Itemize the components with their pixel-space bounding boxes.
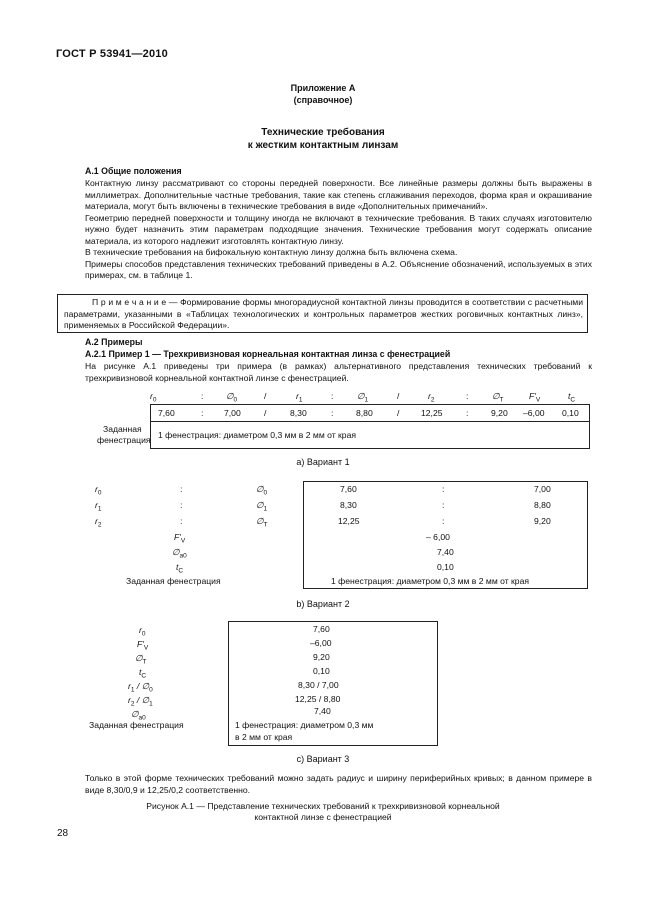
v3-tc-val: 0,10 <box>313 666 330 676</box>
paragraph: Контактную линзу рассматривают со стороны передней поверхности. Все линейные размеры должны быть выражены в миллиметрах. Дополнительные частные требования, такие как степень сглаживания переходов, форма края и окрашивание материала, могут быть включены в технические требования в виде «Дополнительных примечаний». <box>85 178 592 211</box>
v2-colon: : <box>442 484 445 494</box>
note-label: П р и м е ч а н и е <box>92 297 167 307</box>
v3-tc-label: $t_C$ <box>139 667 147 680</box>
v3-fv-val: –6,00 <box>310 638 332 648</box>
v1-h-d0: $\emptyset_0$ <box>226 391 238 404</box>
v3-da-val: 7,40 <box>314 706 331 716</box>
v3-r2-val: 12,25 / 8,80 <box>295 694 341 704</box>
v2-val: 7,60 <box>340 484 357 494</box>
v2-val: 12,25 <box>338 516 360 526</box>
v2-colon: : <box>442 516 445 526</box>
note-text: — Формирование формы многорадиусной контактной линзы проводится в соответствии с расчетными параметрами, указанными в «Таблицах технологических и контрольных параметров жестких роговичных контактных линз», применяемых в Российской Федерации». <box>64 297 583 330</box>
v2-colon: : <box>180 500 183 510</box>
paragraph: В технические требования на бифокальную контактную линзу должна быть включена схема. <box>85 247 458 257</box>
v3-caption: c) Вариант 3 <box>296 754 350 764</box>
paragraph: Только в этой форме технических требований можно задать радиус и ширину периферийных кривых; в данном примере в виде 8,30/0,9 и 12,25/0,2 соответственно. <box>85 773 592 795</box>
v1-val: 0,10 <box>562 408 579 418</box>
v2-r1: $r_1$ <box>95 500 102 513</box>
v1-caption: а) Вариант 1 <box>296 457 350 467</box>
page-number: 28 <box>57 828 69 839</box>
v2-fv-val: – 6,00 <box>426 532 450 542</box>
section-a1-heading: А.1 Общие положения <box>85 166 182 176</box>
v3-fv-label: $F'_V$ <box>137 639 149 652</box>
v2-caption: b) Вариант 2 <box>296 599 350 609</box>
v1-val: –6,00 <box>523 408 545 418</box>
v1-h-slash: / <box>397 391 400 401</box>
v1-val: / <box>397 408 400 418</box>
paragraph: Геометрию передней поверхности и толщину иногда не включают в технические требования. В таких случаях изготовителю нужно будет назначить этим параметрам подходящие значения. Технические требования могут содержать описание материала, из которого надлежит изготовлять контактную линзу. <box>85 212 592 246</box>
v1-fen-label: Заданная <box>103 424 142 434</box>
v2-val: 8,30 <box>340 500 357 510</box>
v3-da-label: $\emptyset_{a0}$ <box>131 709 146 722</box>
v2-r0: $r_0$ <box>95 484 102 497</box>
v1-h-slash: / <box>264 391 267 401</box>
v2-tc-label: $t_C$ <box>176 562 184 575</box>
v1-val: / <box>264 408 267 418</box>
v1-val: 8,30 <box>290 408 307 418</box>
v2-dt: $\emptyset_T$ <box>256 516 268 529</box>
v3-r0-val: 7,60 <box>313 624 330 634</box>
v3-fen-text: 1 фенестрация: диаметром 0,3 мм <box>235 720 374 730</box>
v2-da-label: $\emptyset_{a0}$ <box>172 547 187 560</box>
v2-tc-val: 0,10 <box>437 562 454 572</box>
v2-colon: : <box>180 484 183 494</box>
appendix-subtitle: (справочное) <box>293 95 353 105</box>
v1-val: 12,25 <box>421 408 443 418</box>
v2-val: 9,20 <box>534 516 551 526</box>
v1-h-d1: $\emptyset_1$ <box>357 391 369 404</box>
section-a21-heading: А.2.1 Пример 1 — Трехкривизновая корнеальная контактная линза с фенестрацией <box>85 349 451 359</box>
v1-val: : <box>201 408 204 418</box>
note-box <box>57 294 588 333</box>
v2-d1: $\emptyset_1$ <box>256 500 268 513</box>
v1-h-colon: : <box>466 391 469 401</box>
v3-r1-label: $r_1$ / $\emptyset_0$ <box>128 681 153 694</box>
v1-h-colon: : <box>201 391 204 401</box>
v1-val: : <box>466 408 469 418</box>
v1-val: 7,60 <box>158 408 175 418</box>
v1-h-r2: $r_2$ <box>428 391 435 404</box>
v1-h-colon: : <box>331 391 334 401</box>
v1-fen-label: фенестрация <box>97 435 151 445</box>
v1-h-r1: $r_1$ <box>296 391 303 404</box>
v1-divider <box>150 421 590 422</box>
doc-title-line2: к жестким контактным линзам <box>247 140 399 151</box>
v2-r2: $r_2$ <box>95 516 102 529</box>
v2-val: 8,80 <box>534 500 551 510</box>
v1-val: 7,00 <box>224 408 241 418</box>
v2-fen-text: 1 фенестрация: диаметром 0,3 мм в 2 мм от края <box>331 576 530 586</box>
v3-dt-label: $\emptyset_T$ <box>135 653 147 666</box>
paragraph: На рисунке А.1 приведены три примера (в рамках) альтернативного представления технических требований к трехкривизновой корнеальной контактной линзе с фенестрацией. <box>85 361 592 383</box>
v2-fv-label: $F'_V$ <box>174 532 186 545</box>
v3-fen-text: в 2 мм от края <box>235 732 293 742</box>
v1-h-fv: $F'_V$ <box>529 391 541 404</box>
v3-r1-val: 8,30 / 7,00 <box>298 680 339 690</box>
v3-fen-label: Заданная фенестрация <box>89 720 184 730</box>
v2-d0: $\emptyset_0$ <box>256 484 268 497</box>
v3-dt-val: 9,20 <box>313 652 330 662</box>
v1-val: 8,80 <box>356 408 373 418</box>
v2-val: 7,00 <box>534 484 551 494</box>
closing-paragraph <box>85 773 592 796</box>
v1-h-tc: $t_C$ <box>568 391 576 404</box>
section-a2-heading: А.2 Примеры <box>85 337 143 347</box>
standard-number: ГОСТ Р 53941—2010 <box>56 48 168 60</box>
v1-h-r0: $r_0$ <box>150 391 157 404</box>
figure-caption-line1: Рисунок А.1 — Представление технических требований к трехкривизновой корнеальной <box>146 801 500 811</box>
v2-colon: : <box>442 500 445 510</box>
v2-colon: : <box>180 516 183 526</box>
v2-da-val: 7,40 <box>437 547 454 557</box>
v2-fen-label: Заданная фенестрация <box>126 576 221 586</box>
v1-h-dt: $\emptyset_T$ <box>492 391 504 404</box>
v1-val: : <box>331 408 334 418</box>
v3-r0-label: $r_0$ <box>139 625 146 638</box>
appendix-title: Приложение А <box>290 83 356 93</box>
v1-fen-text: 1 фенестрация: диаметром 0,3 мм в 2 мм от края <box>158 430 357 440</box>
section-a2-body <box>85 361 592 384</box>
figure-caption-line2: контактной линзе с фенестрацией <box>254 812 392 822</box>
doc-title-line1: Технические требования <box>261 127 385 138</box>
v3-r2-label: $r_2$ / $\emptyset_1$ <box>128 695 153 708</box>
v1-val: 9,20 <box>491 408 508 418</box>
section-a1-body <box>85 178 592 282</box>
paragraph: Примеры способов представления технических требований приведены в А.2. Объяснение обозначений, используемых в этих примерах, см. в таблице 1. <box>85 258 592 280</box>
